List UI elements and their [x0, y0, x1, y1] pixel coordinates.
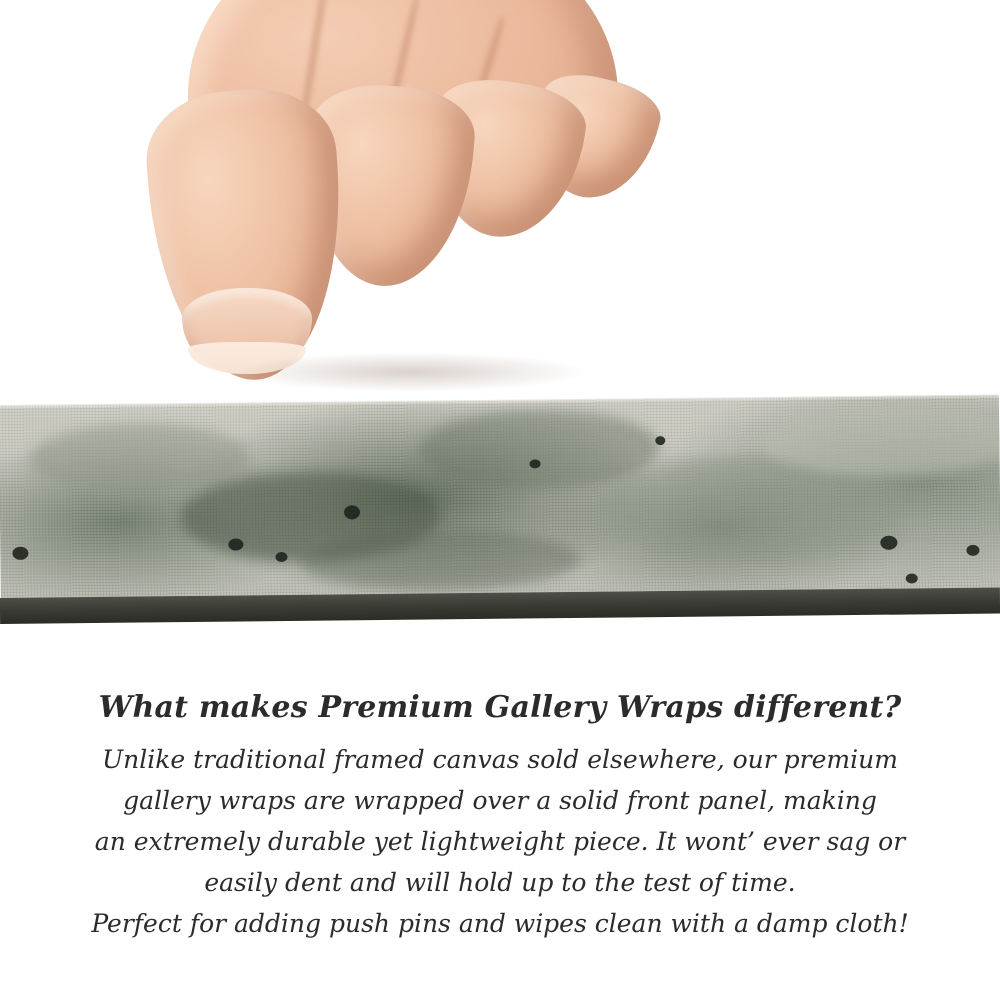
- canvas-speck: [966, 545, 979, 556]
- caption-line: Perfect for adding push pins and wipes clean with a damp cloth!: [91, 909, 909, 938]
- canvas-speck: [655, 436, 665, 445]
- caption-line: gallery wraps are wrapped over a solid front panel, making: [123, 786, 877, 815]
- caption-line: Unlike traditional framed canvas sold elsewhere, our premium: [102, 745, 898, 774]
- canvas-speck: [880, 536, 897, 550]
- caption-line: an extremely durable yet lightweight piece. It wont’ ever sag or: [94, 827, 906, 856]
- hand-illustration: [110, 0, 610, 430]
- canvas-texture-blob: [29, 422, 250, 494]
- canvas-speck: [344, 505, 360, 519]
- canvas-texture-blob: [419, 408, 660, 491]
- canvas-edge-strip: [0, 395, 1000, 620]
- caption-heading: What makes Premium Gallery Wraps different?: [98, 690, 902, 725]
- canvas-speck: [228, 538, 243, 550]
- canvas-speck: [906, 573, 918, 583]
- canvas-speck: [12, 547, 28, 560]
- hand-shadow: [230, 352, 590, 392]
- caption-block: [0, 690, 1000, 944]
- canvas-speck: [275, 552, 287, 562]
- caption-line: easily dent and will hold up to the test of time.: [204, 868, 796, 897]
- canvas-speck: [529, 459, 540, 468]
